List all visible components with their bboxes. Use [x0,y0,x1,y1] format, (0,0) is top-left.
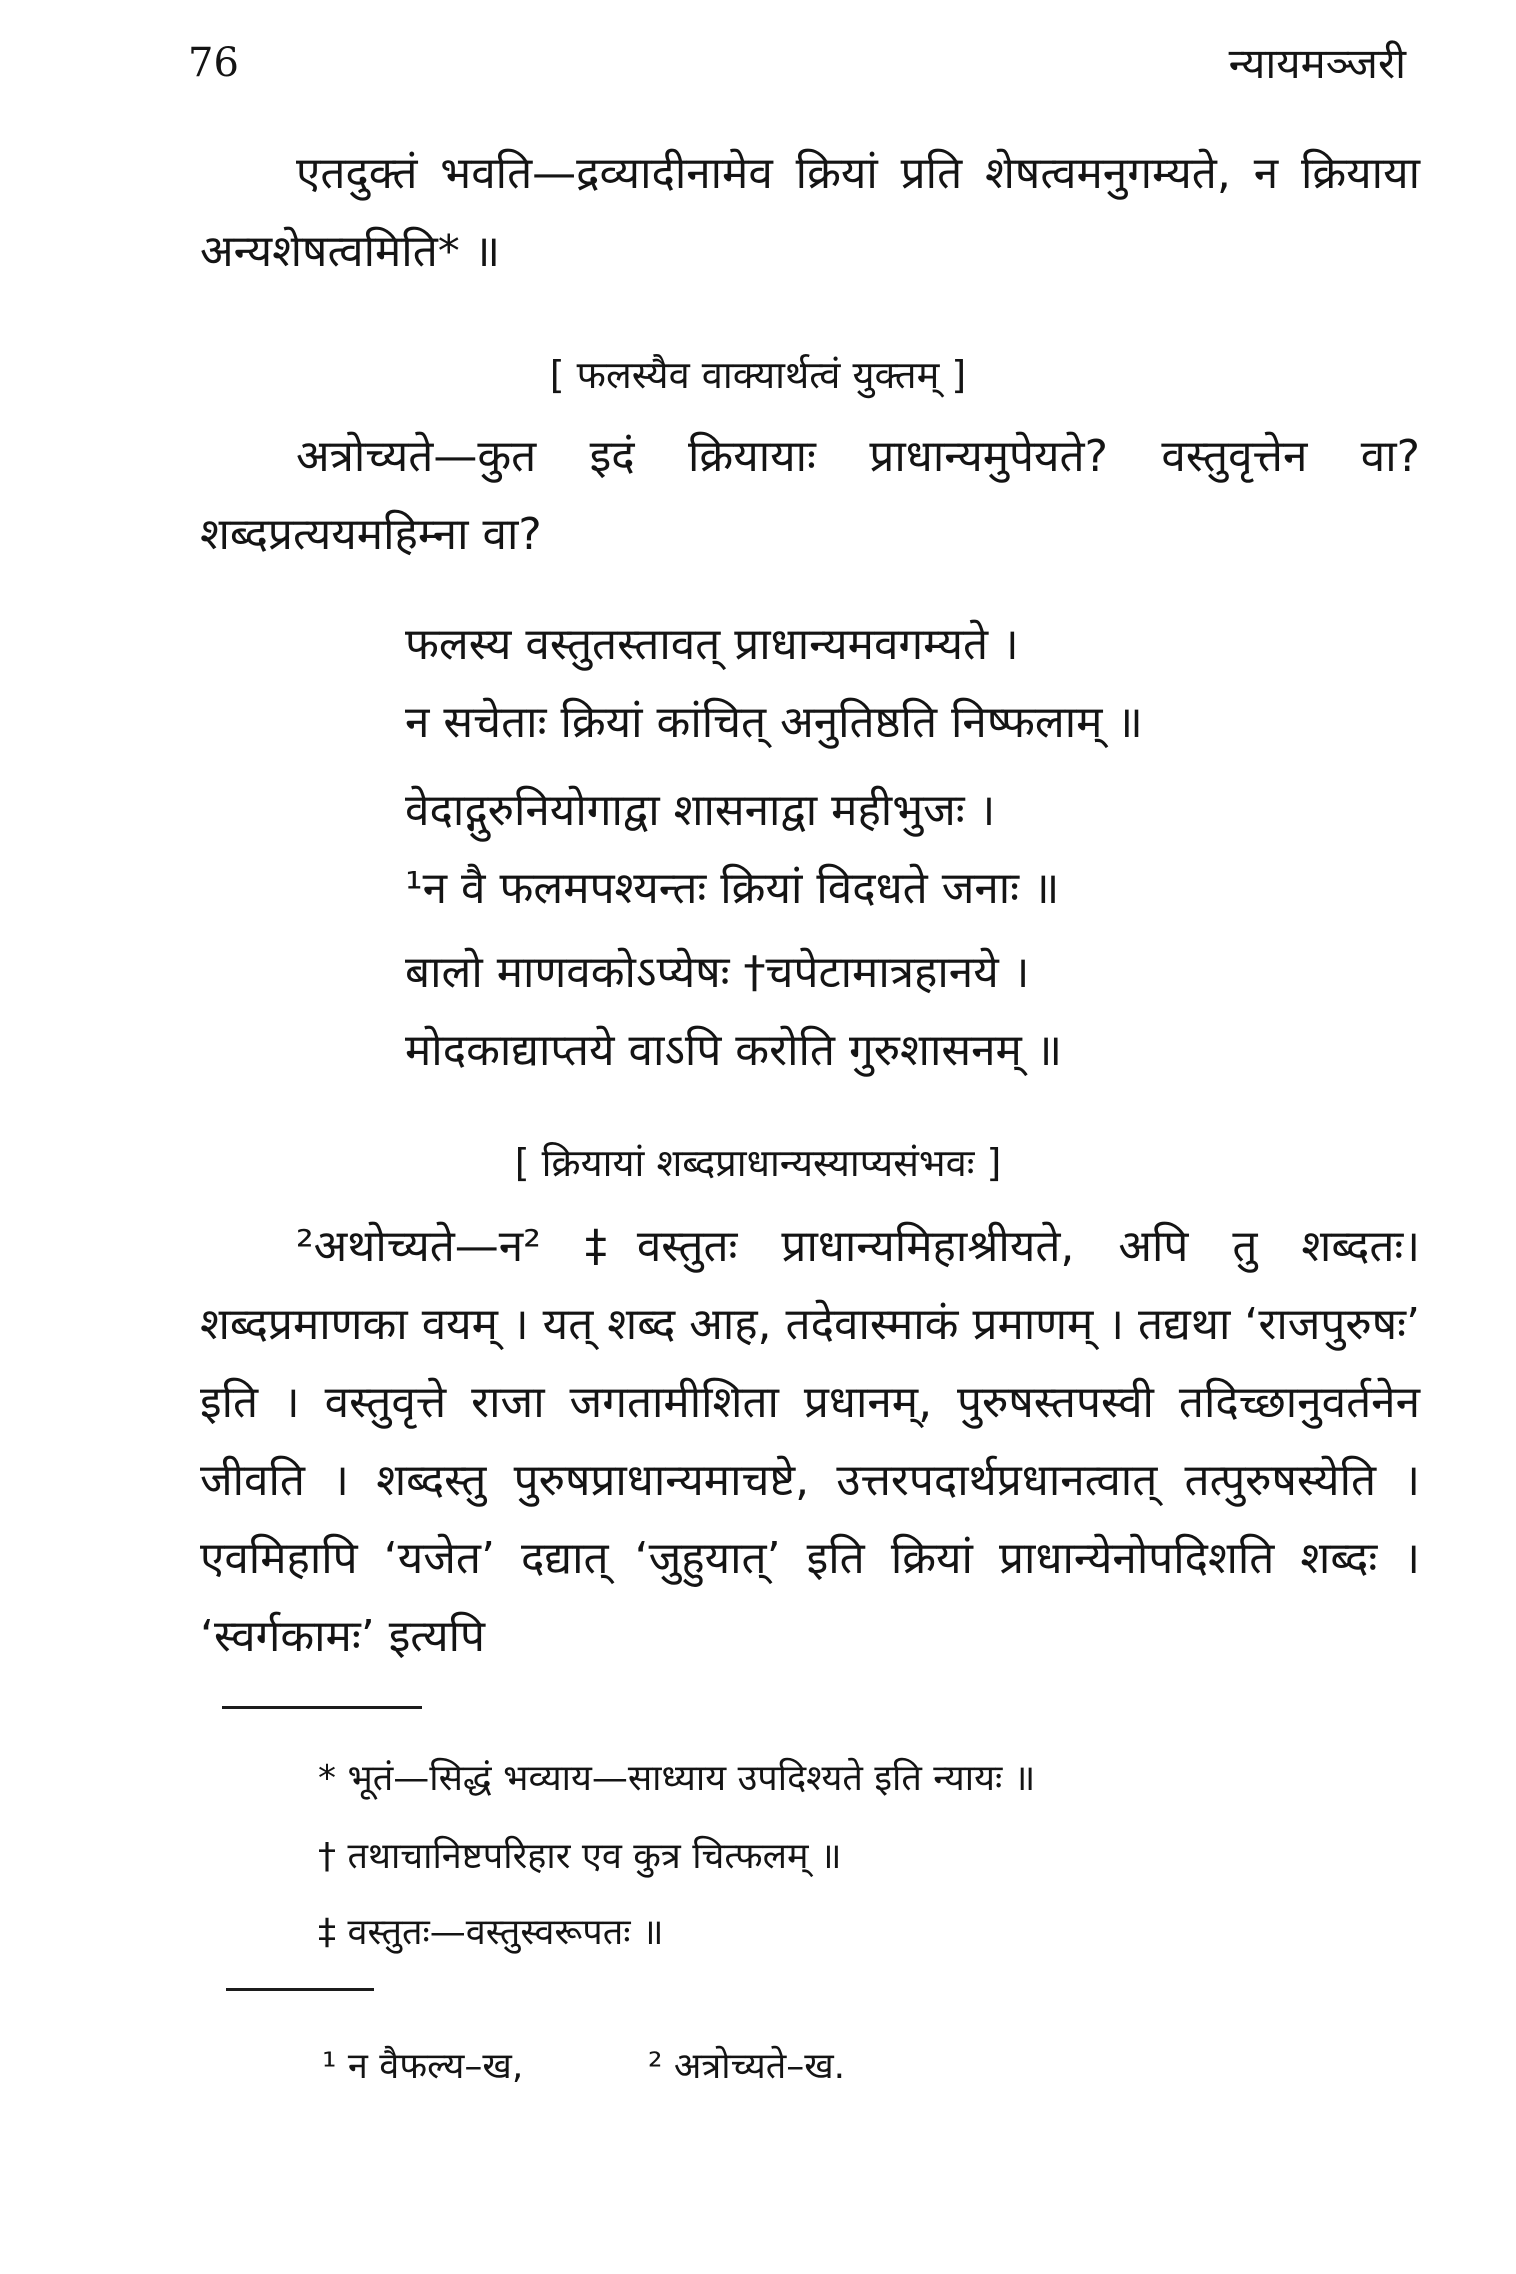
section-heading-2: [ क्रियायां शब्दप्राधान्यस्याप्यसंभवः ] [514,1141,1002,1185]
verse-line: बालो माणवकोऽप्येषः †चपेटामात्रहानये । [405,947,1030,998]
page-number: 76 [188,40,239,86]
variant-reading: ¹ न वैफल्य–ख, [322,2046,524,2087]
verse-line: मोदकाद्याप्तये वाऽपि करोति गुरुशासनम् ॥ [405,1025,1063,1076]
verse-line: फलस्य वस्तुतस्तावत् प्राधान्यमवगम्यते । [405,619,1019,670]
paragraph-2-text: अत्रोच्यते—कुत इदं क्रियायाः प्राधान्यमुपेयते? वस्तुवृत्तेन वा? शब्दप्रत्ययमहिम्ना वा? [200,431,1420,560]
footnote: * भूतं—सिद्धं भव्याय—साध्याय उपदिश्यते इति न्यायः ॥ [318,1758,1036,1799]
variant-reading: ² अत्रोच्यते–ख. [648,2046,846,2087]
footnote: † तथाचानिष्टपरिहार एव कुत्र चित्फलम् ॥ [318,1836,842,1877]
paragraph-1 [200,135,1420,291]
running-head: न्यायमञ्जरी [1228,39,1406,88]
footnote-rule [222,1706,422,1709]
footnote: ‡ वस्तुतः—वस्तुस्वरूपतः ॥ [318,1912,664,1953]
verse-line: वेदाद्गुरुनियोगाद्वा शासनाद्वा महीभुजः । [405,785,996,836]
paragraph-1-text: एतदुक्तं भवति—द्रव्यादीनामेव क्रियां प्रति शेषत्वमनुगम्यते, न क्रियाया अन्यशेषत्वमिति* ॥ [200,148,1420,277]
verse-line: ¹न वै फलमपश्यन्तः क्रियां विदधते जनाः ॥ [405,863,1060,914]
variant-rule [226,1988,374,1991]
paragraph-2 [200,418,1420,574]
paragraph-3-text: ²अथोच्यते—न² ‡वस्तुतः प्राधान्यमिहाश्रीयते, अपि तु शब्दतः। शब्दप्रमाणका वयम् । यत् शब्द आह, तदेवास्माकं प्रमाणम् । तद्यथा ‘राजपुरुषः’ इति । वस्तुवृत्ते राजा जगतामीशिता प्रधानम्, पुरुषस्तपस्वी तदिच्छानुवर्तनेन जीवति । शब्दस्तु पुरुषप्राधान्यमाचष्टे, उत्तरपदार्थप्रधानत्वात् तत्पुरुषस्येति । एवमिहापि ‘यजेत’ दद्यात् ‘जुहुयात्’ इति क्रियां प्राधान्येनोपदिशति शब्दः । ‘स्वर्गकामः’ इत्यपि [200,1221,1420,1662]
paragraph-3 [200,1208,1420,1676]
section-heading-1: [ फलस्यैव वाक्यार्थत्वं युक्तम् ] [549,353,967,397]
verse-line: न सचेताः क्रियां कांचित् अनुतिष्ठति निष्फलाम् ॥ [405,697,1143,748]
